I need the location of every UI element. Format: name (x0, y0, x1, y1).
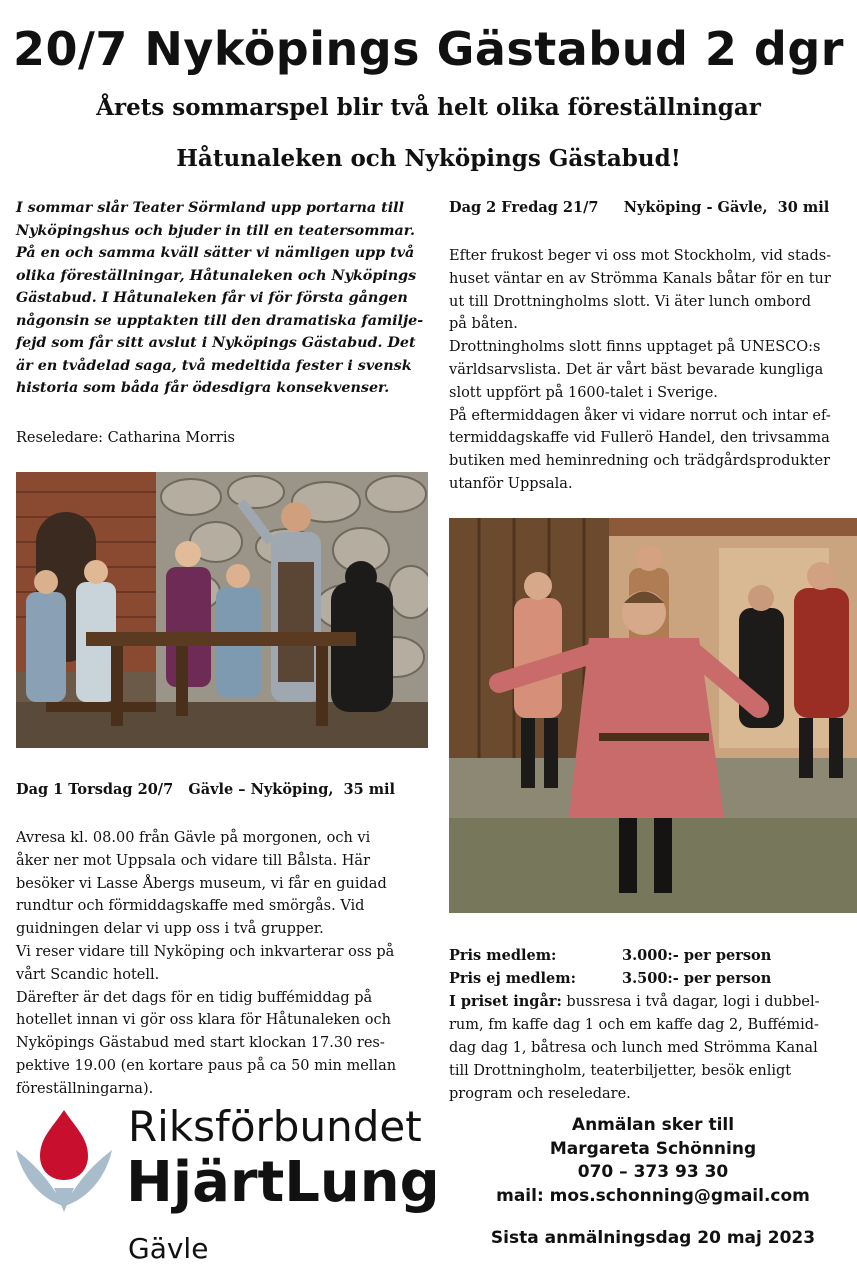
subtitle-line-1: Årets sommarspel blir två helt olika föreställningar (96, 94, 761, 121)
day2-line: ut till Drottningholms slott. Vi äter lunch ombord (449, 293, 811, 310)
day2-line: utanför Uppsala. (449, 475, 573, 492)
day2-line: huset väntar en av Strömma Kanals båtar för en tur (449, 270, 831, 287)
intro-line: olika föreställningar, Håtunaleken och Nyköpings (16, 267, 417, 284)
day2-line: Drottningholms slott finns upptaget på UNESCO:s (449, 339, 821, 356)
logo-line-3: Gävle (128, 1232, 209, 1265)
contact-phone: 070 – 373 93 30 (577, 1162, 729, 1182)
day1-line: vårt Scandic hotell. (16, 966, 160, 983)
medieval-dancers-photo (449, 518, 857, 913)
day1-line: hotellet innan vi gör oss klara för Håtunaleken och (16, 1012, 391, 1029)
day1-line: besöker vi Lasse Åbergs museum, vi får en guidad (16, 875, 387, 892)
included-label: I priset ingår: (449, 993, 562, 1010)
day1-line: Nyköpings Gästabud med start klockan 17.30 res- (16, 1035, 385, 1052)
day2-line: Efter frukost beger vi oss mot Stockholm, vid stads- (449, 248, 832, 264)
day2-heading: Dag 2 Fredag 21/7 Nyköping - Gävle, 30 mil (449, 199, 830, 216)
nonmember-price-value: 3.500:- per person (622, 970, 772, 987)
member-price-label: Pris medlem: (449, 947, 557, 964)
tour-leader: Reseledare: Catharina Morris (16, 430, 235, 446)
intro-line: historia som båda får ödesdigra konsekvenser. (16, 380, 390, 396)
intro-line: Nyköpingshus och bjuder in till en teatersommar. (16, 222, 415, 239)
day1-description (16, 827, 436, 1101)
day2-line: butiken med heminredning och trädgårdsprodukter (449, 453, 831, 470)
page-title: 20/7 Nyköpings Gästabud 2 dgr (13, 22, 844, 76)
contact-email: mail: mos.schonning@gmail.com (496, 1185, 810, 1206)
subtitle-line-2: Håtunaleken och Nyköpings Gästabud! (176, 145, 681, 172)
included-line: rum, fm kaffe dag 1 och em kaffe dag 2, Buffémid- (449, 1017, 819, 1033)
registration-deadline: Sista anmälningsdag 20 maj 2023 (490, 1228, 816, 1248)
intro-paragraph (16, 197, 426, 400)
included-description (449, 990, 820, 1106)
nonmember-price-label: Pris ej medlem: (449, 970, 576, 987)
day1-line: åker ner mot Uppsala och vidare till Bålsta. Här (16, 852, 371, 869)
logo-line-1: Riksförbundet (128, 1102, 422, 1151)
day2-line: termiddagskaffe vid Fullerö Handel, den trivsamma (449, 430, 830, 447)
intro-line: fejd som får sitt avslut i Nyköpings Gästabud. Det (16, 335, 416, 351)
day1-line: Vi reser vidare till Nyköping och inkvarterar oss på (16, 943, 395, 960)
day1-line: föreställningarna). (16, 1080, 154, 1097)
price-section (449, 944, 820, 1106)
included-line: dag dag 1, båtresa och lunch med Strömma Kanal (449, 1040, 818, 1056)
day1-heading: Dag 1 Torsdag 20/7 Gävle – Nyköping, 35 mil (16, 781, 396, 798)
contact-block (449, 1114, 857, 1208)
day2-line: världsarvslista. Det är vårt bäst bevarade kungliga (449, 361, 824, 378)
day1-line: rundtur och förmiddagskaffe med smörgås. Vid (16, 898, 365, 915)
heart-lung-logo-icon (14, 1108, 114, 1218)
contact-intro: Anmälan sker till (571, 1115, 735, 1135)
day1-line: pektive 19.00 (en kortare paus på ca 50 min mellan (16, 1057, 397, 1074)
intro-line: I sommar slår Teater Sörmland upp portarna till (16, 200, 405, 216)
included-text: bussresa i två dagar, logi i dubbel- (561, 994, 820, 1010)
contact-name: Margareta Schönning (549, 1138, 757, 1159)
intro-line: På en och samma kväll sätter vi nämligen upp två (16, 245, 415, 261)
day2-line: slott uppfört på 1600-talet i Sverige. (449, 384, 718, 401)
logo-line-2: HjärtLung (126, 1150, 440, 1215)
included-line: program och reseledare. (449, 1086, 631, 1102)
day2-line: På eftermiddagen åker vi vidare norrut och intar ef- (449, 407, 831, 424)
included-line: till Drottningholm, teaterbiljetter, besök enligt (449, 1063, 792, 1079)
intro-line: någonsin se upptakten till den dramatiska familje- (16, 312, 424, 329)
intro-line: är en tvådelad saga, två medeltida fester i svensk (16, 357, 412, 374)
day1-line: guidningen delar vi upp oss i två grupper. (16, 921, 324, 938)
day1-line: Därefter är det dags för en tidig buffémiddag på (16, 989, 373, 1006)
day1-line: Avresa kl. 08.00 från Gävle på morgonen, och vi (16, 830, 371, 846)
included-line (449, 990, 820, 1014)
intro-line: Gästabud. I Håtunaleken får vi för första gången (16, 290, 408, 306)
day2-line: på båten. (449, 316, 518, 333)
day2-description (449, 245, 857, 496)
member-price-value: 3.000:- per person (622, 947, 772, 964)
theatre-feast-photo (16, 472, 428, 748)
